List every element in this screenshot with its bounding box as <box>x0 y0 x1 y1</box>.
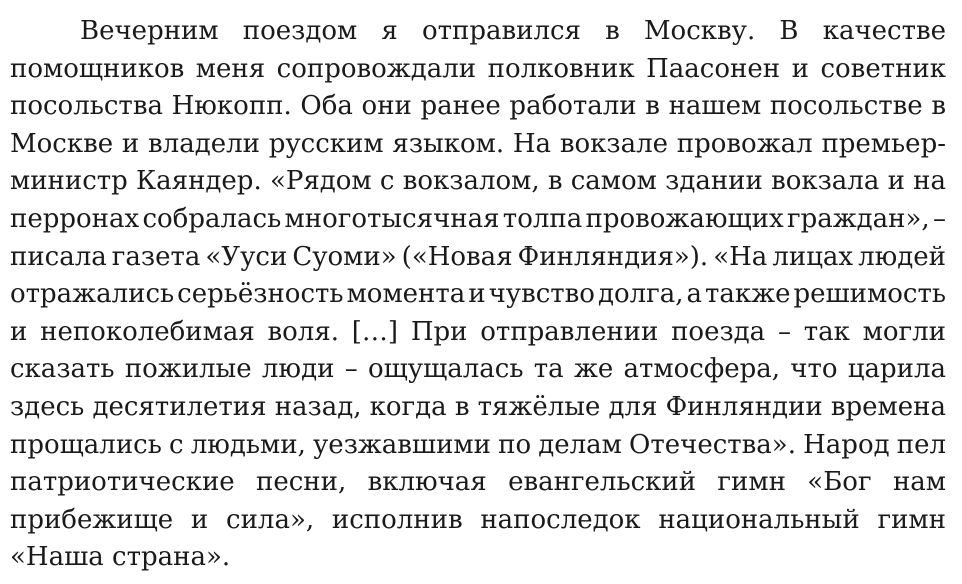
text-line-2: помощников меня сопровождали полковник Паасонен и советник <box>10 53 946 84</box>
body-paragraph <box>10 13 946 577</box>
text-line-3: посольства Нюкопп. Оба они ранее работали в нашем посольстве в <box>10 91 946 122</box>
text-line-5: министр Каяндер. «Рядом с вокзалом, в самом здании вокзала и на <box>10 166 946 197</box>
text-line-12: прощались с людьми, уезжавшими по делам Отечества». Народ пел <box>10 429 946 460</box>
text-line-1: Вечерним поездом я отправился в Москву. В качестве <box>80 16 946 46</box>
text-line-10: сказать пожилые люди – ощущалась та же атмосфера, что царила <box>10 354 946 385</box>
text-line-4: Москве и владели русским языком. На вокзале провожал премьер- <box>10 128 946 159</box>
text-line-14: прибежище и сила», исполнив напоследок национальный гимн <box>10 504 946 535</box>
text-line-11: здесь десятилетия назад, когда в тяжёлые для Финляндии времена <box>10 391 946 422</box>
text-line-8: отражались серьёзность момента и чувство долга, а также решимость <box>10 279 946 310</box>
text-line-6: перронах собралась многотысячная толпа провожающих граждан», – <box>10 203 946 234</box>
text-line-15: «Наша страна». <box>10 542 231 573</box>
text-line-13: патриотические песни, включая евангельский гимн «Бог нам <box>10 467 946 498</box>
text-line-9: и непоколебимая воля. […] При отправлении поезда – так могли <box>10 316 946 347</box>
text-line-7: писала газета «Ууси Суоми» («Новая Финляндия»). «На лицах людей <box>10 241 946 272</box>
